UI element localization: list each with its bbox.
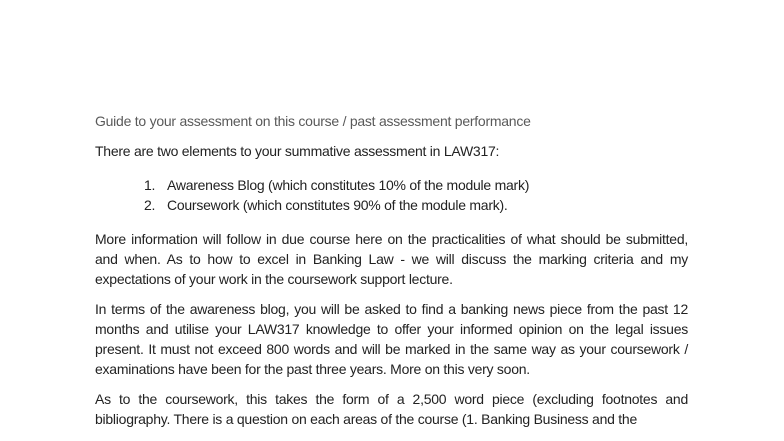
list-number: 1. <box>144 177 156 193</box>
document-body <box>95 111 688 439</box>
list-number: 2. <box>144 197 156 213</box>
list-item <box>95 195 688 215</box>
awareness-blog-paragraph: In terms of the awareness blog, you will be asked to find a banking news piece from the past 12 months and utilise your LAW317 knowledge to offer your informed opinion on the legal issues present. It must not exceed 800 words and will be marked in the same way as your coursework / examinations have been for the past three years. More on this very soon. <box>95 301 688 377</box>
list-text: Coursework (which constitutes 90% of the module mark). <box>167 197 508 213</box>
assessment-list <box>95 175 688 215</box>
practicalities-paragraph: More information will follow in due course here on the practicalities of what should be submitted, and when. As to how to excel in Banking Law - we will discuss the marking criteria and my expectations of your work in the coursework support lecture. <box>95 231 688 287</box>
coursework-paragraph: As to the coursework, this takes the form of a 2,500 word piece (excluding footnotes and bibliography. There is a question on each areas of the course (1. Banking Business and the <box>95 391 688 427</box>
intro-paragraph: There are two elements to your summative assessment in LAW317: <box>95 143 500 159</box>
section-heading: Guide to your assessment on this course / past assessment performance <box>95 113 531 129</box>
list-text: Awareness Blog (which constitutes 10% of the module mark) <box>167 177 530 193</box>
list-item <box>95 175 688 195</box>
